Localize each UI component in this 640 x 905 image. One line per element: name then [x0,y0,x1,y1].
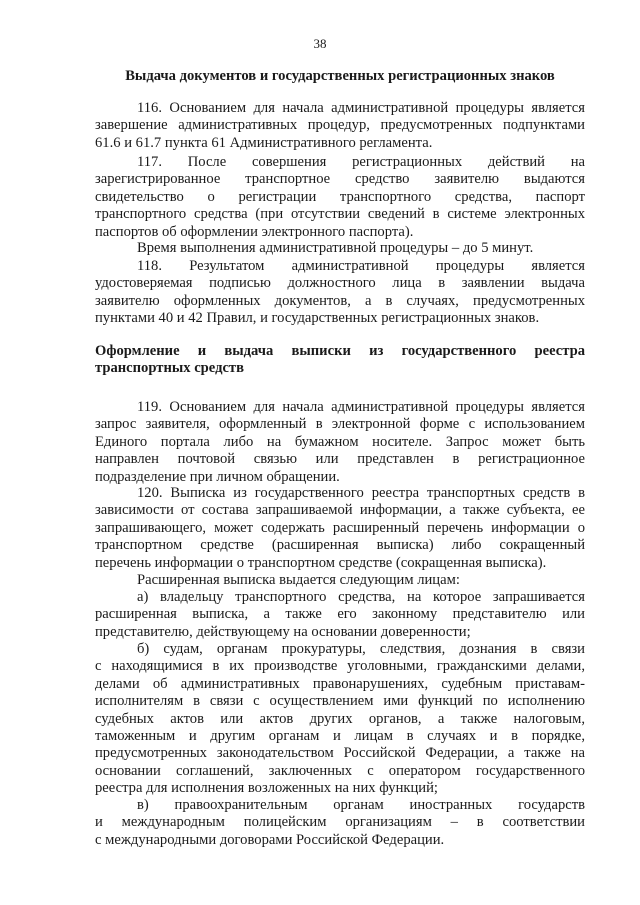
paragraph-line: исполнителям в связи с осуществлением ими функций по исполнению [95,693,585,710]
list-item-v [95,797,585,849]
paragraph-line: а) владельцу транспортного средства, на которое запрашивается [137,589,585,605]
paragraph-line: подразделение при личном обращении. [95,468,340,485]
paragraph-118 [95,258,585,328]
paragraph-line: удостоверяемая подписью должностного лица в заявлении выдача [95,275,585,292]
paragraph-line: заявителю оформленных документов, а в случаях, предусмотренных [95,292,585,309]
list-item-b [95,641,585,798]
paragraph-time-note [95,240,585,257]
paragraph-line: 116. Основанием для начала административной процедуры является [137,100,585,116]
paragraph-line: транспортного средства (при отсутствии сведений в системе электронных [95,206,585,223]
paragraph-116 [95,100,585,152]
paragraph-line: свидетельство о регистрации транспортного средства, паспорт [95,188,585,205]
paragraph-line: 118. Результатом административной процедуры является [137,258,585,274]
paragraph-line: и международным полицейским организациям – в соответствии [95,814,585,831]
paragraph-line: предусмотренных законодательством Российской Федерации, а также на [95,745,585,762]
paragraph-line: зарегистрированное транспортное средство заявителю выдаются [95,171,585,188]
section-heading-issuance: Выдача документов и государственных регистрационных знаков [125,68,555,84]
paragraph-line: пунктами 40 и 42 Правил, и государственных регистрационных знаков. [95,310,540,327]
paragraph-line: завершение административных процедур, предусмотренных подпунктами [95,117,585,134]
paragraph-119 [95,399,585,486]
paragraph-line: судебных актов или актов других органов, а также налоговым, [95,710,585,727]
paragraph-line: паспортов об оформлении электронного паспорта). [95,223,414,240]
paragraph-line: с находящимися в их производстве уголовными, гражданскими делами, [95,658,585,675]
paragraph-line: 119. Основанием для начала административной процедуры является [137,399,585,415]
paragraph-line: запрос заявителя, оформленный в электронной форме с использованием [95,416,585,433]
paragraph-line: запрашивающего, может содержать расширенный перечень информации о [95,519,585,536]
paragraph-line: Единого портала либо на бумажном носителе. Запрос может быть [95,433,585,450]
paragraph-117 [95,154,585,241]
page-number: 38 [313,36,327,51]
paragraph-line: в) правоохранительным органам иностранных государств [137,797,585,813]
paragraph-line: направлен почтовой связью или представлен в регистрационное [95,451,585,468]
paragraph-line: 117. После совершения регистрационных действий на [137,154,585,170]
paragraph-line: Время выполнения административной процедуры – до 5 минут. [137,240,534,256]
paragraph-120 [95,485,585,572]
paragraph-extended-intro [95,572,585,589]
paragraph-line: представителю, действующему на основании доверенности; [95,623,471,640]
paragraph-line: делами об административных правонарушениях, судебным приставам- [95,675,585,692]
section-heading-extract: Оформление и выдача выписки из государственного реестра транспортных средств [95,343,585,377]
paragraph-line: с международными договорами Российской Федерации. [95,831,445,848]
paragraph-line: 61.6 и 61.7 пункта 61 Административного регламента. [95,134,433,151]
paragraph-line: 120. Выписка из государственного реестра транспортных средств в [137,485,585,501]
paragraph-line: реестра для исполнения возложенных на них функций; [95,780,438,797]
paragraph-line: зависимости от состава запрашиваемой информации, а также субъекта, ее [95,502,585,519]
paragraph-line: основании соглашений, заключенных с оператором государственного [95,762,585,779]
list-item-a [95,589,585,641]
paragraph-line: таможенным и другим органам и лицам в случаях и в порядке, [95,728,585,745]
paragraph-line: б) судам, органам прокуратуры, следствия, дознания в связи [137,641,585,657]
paragraph-line: транспортном средстве (расширенная выписка) либо сокращенный [95,537,585,554]
paragraph-line: Расширенная выписка выдается следующим лицам: [137,572,460,588]
paragraph-line: перечень информации о транспортном средстве (сокращенная выписка). [95,554,547,571]
paragraph-line: расширенная выписка, а также его законному представителю или [95,606,585,623]
